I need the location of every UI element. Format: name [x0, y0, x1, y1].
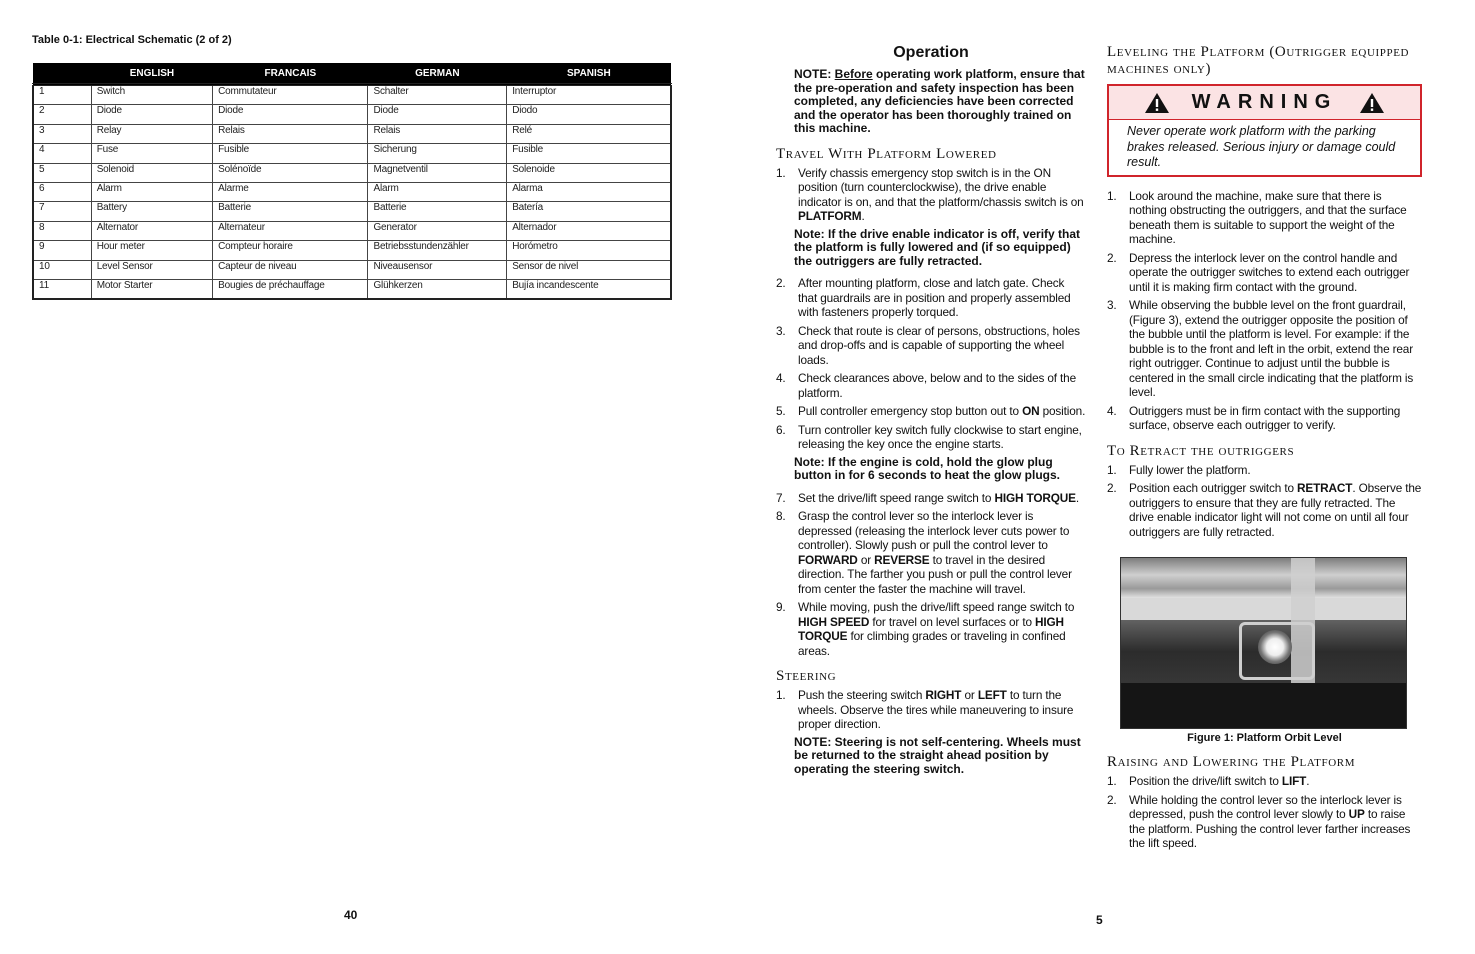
table-cell: Diodo [507, 105, 671, 124]
table-cell: Switch [91, 85, 212, 105]
step-item [1107, 298, 1422, 400]
step-text: . [1306, 774, 1310, 788]
command-label: HIGH TORQUE [994, 490, 1076, 505]
step-text: Check clearances above, below and to the sides of the platform. [798, 371, 1076, 400]
table-cell: Solenoide [507, 163, 671, 182]
table-cell: Batterie [213, 202, 368, 221]
table-cell: Solénoïde [213, 163, 368, 182]
step-number: 7. [776, 490, 786, 505]
table-cell: Betriebsstundenzähler [368, 241, 507, 260]
electrical-schematic-table [32, 63, 672, 300]
table-cell: Generator [368, 221, 507, 240]
column-header: FRANCAIS [213, 63, 368, 85]
step-text: While holding the control lever so the interlock lever is depressed, push the control lever slowly to [1129, 792, 1402, 821]
step-item [776, 276, 1086, 320]
step-note: Note: If the engine is cold, hold the glow plug button in for 6 seconds to heat the glow plugs. [794, 454, 1060, 482]
step-number: 3. [1107, 298, 1117, 312]
table-cell: Batterie [368, 202, 507, 221]
step-text: Push the steering switch [798, 688, 926, 702]
step-item [776, 404, 1086, 419]
table-cell: Glühkerzen [368, 279, 507, 299]
table-cell: 8 [33, 221, 91, 240]
step-item [776, 166, 1086, 224]
platform-orbit-level-photo [1120, 557, 1407, 729]
step-number: 1. [776, 688, 786, 702]
leveling-column [1107, 44, 1422, 857]
warning-box [1107, 84, 1422, 177]
step-number: 2. [1107, 250, 1117, 265]
command-label: ON [1022, 404, 1040, 418]
command-label: HIGH TORQUE [798, 614, 1064, 643]
step-number: 1. [1107, 774, 1117, 788]
step-item [1107, 793, 1422, 851]
step-item [776, 509, 1086, 596]
step-text: Turn controller key switch fully clockwise to start engine, releasing the key once the engine starts. [798, 422, 1082, 451]
step-item [776, 688, 1086, 732]
step-item [776, 371, 1086, 400]
step-text: Verify chassis emergency stop switch is in the ON position (turn counterclockwise), the drive enable indicator is on, and that the platform/chassis switch is on [798, 165, 1084, 209]
step-text: to turn the wheels. Observe the tires while maneuvering to insure proper direction. [798, 688, 1074, 731]
step-item [1107, 774, 1422, 789]
step-text: Depress the interlock lever on the control handle and operate the outrigger switches to extend each outrigger until it is making firm contact with the ground. [1129, 250, 1410, 294]
table-cell: Sicherung [368, 144, 507, 163]
command-label: RETRACT [1297, 481, 1353, 495]
warning-word: WARNING [1191, 91, 1338, 113]
table-cell: Relais [213, 124, 368, 143]
step-number: 3. [776, 323, 786, 338]
step-text: While moving, push the drive/lift speed range switch to [798, 600, 1075, 614]
command-label: LIFT [1281, 774, 1307, 788]
table-cell: Motor Starter [91, 279, 212, 299]
step-item [776, 324, 1086, 368]
table-body [33, 85, 671, 300]
step-text: Pull controller emergency stop button out to [798, 404, 1023, 418]
step-text: Grasp the control lever so the interlock lever is depressed (releasing the interlock lever cuts power to controller). Slowly push or pull the control lever to [798, 509, 1070, 552]
step-number: 2. [776, 276, 786, 290]
step-number: 4. [1107, 403, 1117, 418]
step-number: 8. [776, 509, 786, 523]
table-cell: Alarm [91, 182, 212, 201]
step-item [1107, 404, 1422, 433]
figure-caption: Figure 1: Platform Orbit Level [1187, 732, 1342, 744]
step-number: 9. [776, 600, 786, 614]
raising-steps [1107, 774, 1422, 851]
table-row [33, 144, 671, 163]
table-cell: Relé [507, 124, 671, 143]
step-item [776, 491, 1086, 506]
step-item [1107, 481, 1422, 539]
step-item [1107, 463, 1422, 478]
table-cell: Diode [91, 105, 212, 124]
step-number: 1. [776, 165, 786, 180]
warning-triangle-icon [1359, 92, 1385, 114]
table-row [33, 163, 671, 182]
table-cell: Alarme [213, 182, 368, 201]
table-cell: 10 [33, 260, 91, 279]
table-cell: Diode [213, 105, 368, 124]
table-cell: Capteur de niveau [213, 260, 368, 279]
column-header: ENGLISH [91, 63, 212, 85]
table-cell: 9 [33, 241, 91, 260]
step-number: 2. [1107, 792, 1117, 807]
step-text: Look around the machine, make sure that there is nothing obstructing the outriggers, and that the surface beneath them is suitable to support the weight of the machine. [1129, 188, 1407, 246]
step-text: Outriggers must be in firm contact with the supporting surface, observe each outrigger to verify. [1129, 403, 1401, 432]
steering-heading: Steering [776, 668, 837, 684]
table-row [33, 105, 671, 124]
step-text: After mounting platform, close and latch gate. Check that guardrails are in position and properly assembled with fasteners properly torqued. [798, 276, 1071, 319]
step-text: . [861, 209, 865, 223]
step-text: While observing the bubble level on the front guardrail, (Figure 3), extend the outrigger opposite the position of the bubble until the platform is level. For example: if the bubble is to the front and left in the orbit, extend the rear right outrigger. Continue to adjust until the bubble is centered in the small circle indicating that the platform is level. [1129, 298, 1414, 399]
table-cell: Hour meter [91, 241, 212, 260]
step-item [776, 600, 1086, 658]
table-cell: 1 [33, 85, 91, 105]
command-label: FORWARD [798, 552, 858, 567]
step-text: Position the drive/lift switch to [1129, 774, 1282, 788]
column-header: SPANISH [507, 63, 671, 85]
step-item [1107, 251, 1422, 295]
table-cell: Solenoid [91, 163, 212, 182]
table-cell: 6 [33, 182, 91, 201]
table-cell: Alarm [368, 182, 507, 201]
table-cell: Alternador [507, 221, 671, 240]
warning-banner [1109, 86, 1420, 120]
table-cell: Magnetventil [368, 163, 507, 182]
table-cell: 5 [33, 163, 91, 182]
step-text: to raise the platform. Pushing the control lever farther increases the lift speed. [1129, 807, 1411, 850]
step-text: . Observe the outriggers to ensure that they are fully retracted. The drive enable indicator light will not come on until all four outriggers are fully retracted. [1129, 481, 1422, 539]
raising-heading: Raising and Lowering the Platform [1107, 754, 1356, 770]
intro-note [794, 68, 1086, 136]
step-item [1107, 189, 1422, 247]
table-row [33, 279, 671, 299]
table-cell: 2 [33, 105, 91, 124]
step-text: or [961, 688, 978, 702]
table-cell: 3 [33, 124, 91, 143]
step-number: 4. [776, 371, 786, 385]
command-label: HIGH SPEED [798, 614, 870, 629]
table-cell: Niveausensor [368, 260, 507, 279]
table-cell: Alternator [91, 221, 212, 240]
leveling-steps [1107, 189, 1422, 433]
section-title: Operation [893, 44, 969, 61]
table-cell: Horómetro [507, 241, 671, 260]
table-cell: Alternateur [213, 221, 368, 240]
table-cell: 4 [33, 144, 91, 163]
step-text: Check that route is clear of persons, obstructions, holes and drop-offs and is capable of supporting the wheel loads. [798, 323, 1080, 367]
retract-steps [1107, 463, 1422, 540]
command-label: UP [1348, 807, 1365, 821]
table-row [33, 241, 671, 260]
table-row [33, 182, 671, 201]
command-label: RIGHT [925, 688, 962, 702]
table-row [33, 202, 671, 221]
command-label: PLATFORM [798, 209, 862, 223]
table-cell: Schalter [368, 85, 507, 105]
step-number: 6. [776, 422, 786, 437]
table-cell: Interruptor [507, 85, 671, 105]
step-number: 1. [1107, 462, 1117, 477]
step-number: 5. [776, 404, 786, 418]
note-prefix: NOTE: [794, 67, 835, 81]
table-cell: Relay [91, 124, 212, 143]
step-text: Position each outrigger switch to [1129, 481, 1298, 495]
step-text: position. [1039, 404, 1086, 418]
note-rest: operating work platform, ensure that the pre-operation and safety inspection has been completed, any deficiencies have been corrected and the operator has been thoroughly trained on this machine. [794, 67, 1085, 135]
page-number-left: 40 [344, 908, 358, 922]
step-text: Fully lower the platform. [1129, 462, 1251, 477]
table-row [33, 124, 671, 143]
step-number: 2. [1107, 481, 1117, 495]
table-cell: 11 [33, 279, 91, 299]
travel-steps [776, 166, 1086, 659]
table-header-row [33, 63, 671, 85]
table-cell: Bougies de préchauffage [213, 279, 368, 299]
table-cell: Bujía incandescente [507, 279, 671, 299]
step-number: 1. [1107, 188, 1117, 203]
note-before: Before [834, 67, 873, 81]
leveling-heading: Leveling the Platform (Outrigger equipped machines only) [1107, 44, 1410, 77]
step-text: . [1075, 490, 1079, 505]
step-text: to travel in the desired direction. The farther you push or pull the control lever from center the faster the machine will travel. [798, 552, 1072, 596]
table-cell: Sensor de nivel [507, 260, 671, 279]
step-text: Set the drive/lift speed range switch to [798, 490, 995, 505]
steering-steps [776, 688, 1086, 776]
table-cell: Commutateur [213, 85, 368, 105]
table-cell: Battery [91, 202, 212, 221]
column-header [33, 63, 91, 85]
table-row [33, 221, 671, 240]
step-item [776, 423, 1086, 452]
table-cell: Alarma [507, 182, 671, 201]
warning-triangle-icon [1144, 92, 1170, 114]
table-row [33, 260, 671, 279]
command-label: REVERSE [874, 552, 930, 567]
travel-heading: Travel With Platform Lowered [776, 145, 997, 162]
table-cell: Batería [507, 202, 671, 221]
table-cell: 7 [33, 202, 91, 221]
retract-heading: To Retract the outriggers [1107, 442, 1295, 459]
page-number-right: 5 [1096, 913, 1103, 927]
table-row [33, 85, 671, 105]
step-text: for travel on level surfaces or to [869, 614, 1035, 629]
step-note: Note: If the drive enable indicator is off, verify that the platform is fully lowered and (if so equipped) the outriggers are fully retracted. [794, 226, 1081, 268]
step-note: NOTE: Steering is not self-centering. Wheels must be returned to the straight ahead position by operating the steering switch. [794, 734, 1081, 776]
table-cell: Level Sensor [91, 260, 212, 279]
table-caption: Table 0-1: Electrical Schematic (2 of 2) [32, 34, 232, 46]
step-text: for climbing grades or traveling in confined areas. [798, 629, 1066, 658]
table-cell: Fuse [91, 144, 212, 163]
warning-text: Never operate work platform with the parking brakes released. Serious injury or damage could result. [1127, 124, 1396, 169]
operation-column [776, 44, 1086, 784]
table-cell: Fusible [213, 144, 368, 163]
column-header: GERMAN [368, 63, 507, 85]
command-label: LEFT [977, 688, 1007, 702]
table-cell: Diode [368, 105, 507, 124]
table-cell: Fusible [507, 144, 671, 163]
step-text: or [857, 552, 875, 567]
table-cell: Relais [368, 124, 507, 143]
table-cell: Compteur horaire [213, 241, 368, 260]
